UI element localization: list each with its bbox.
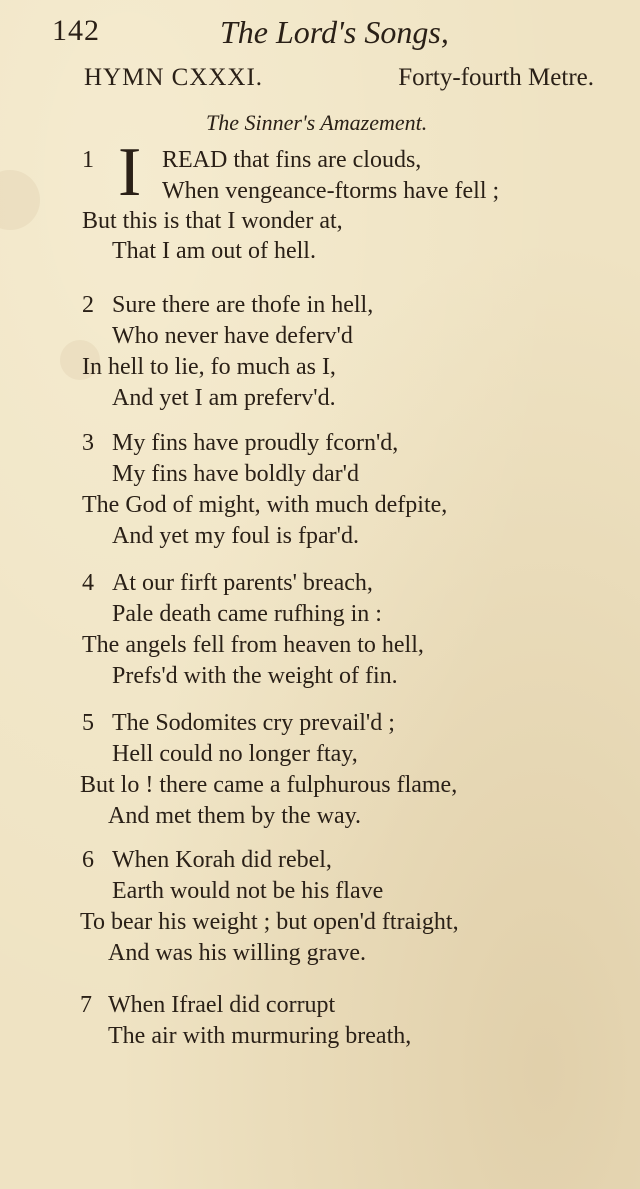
verse-line: But this is that I wonder at,	[82, 208, 343, 234]
verse-line: When Ifrael did corrupt	[108, 992, 336, 1018]
running-head	[52, 10, 470, 54]
hymn-subtitle: The Sinner's Amazement.	[206, 110, 428, 135]
stanza-number: 6	[82, 847, 94, 873]
verse-line: Pale death came rufhing in :	[112, 601, 382, 627]
verse-line: Prefs'd with the weight of fin.	[112, 663, 398, 689]
page-number: 142	[52, 14, 100, 47]
verse-line: Hell could no longer ftay,	[112, 741, 358, 767]
stanza-number: 5	[82, 710, 94, 736]
drop-cap: I	[118, 134, 142, 211]
verse-line: That I am out of hell.	[112, 238, 316, 264]
verse-line: And yet I am preferv'd.	[112, 385, 336, 411]
verse-line: My fins have proudly fcorn'd,	[112, 430, 399, 456]
stanza-number: 2	[82, 292, 94, 318]
verse-line: At our firft parents' breach,	[112, 570, 373, 596]
verse-line: My fins have boldly dar'd	[112, 461, 359, 487]
verse-line: In hell to lie, fo much as I,	[82, 354, 336, 380]
verse-line: Sure there are thofe in hell,	[112, 292, 374, 318]
verse-line: And yet my foul is fpar'd.	[112, 523, 359, 549]
hymn-number: HYMN CXXXI.	[84, 64, 264, 91]
verse-line: But lo ! there came a fulphurous flame,	[80, 772, 458, 798]
stanza-number: 1	[82, 147, 94, 173]
verse-line: The air with murmuring breath,	[108, 1023, 412, 1049]
verse-line: When vengeance-ftorms have fell ;	[162, 178, 500, 204]
verse-line: To bear his weight ; but open'd ftraight,	[80, 909, 459, 935]
verse-line: And was his willing grave.	[108, 940, 366, 966]
verse-line: And met them by the way.	[108, 803, 362, 829]
verse-line: Earth would not be his flave	[112, 878, 384, 904]
verse-line: Who never have deferv'd	[112, 323, 353, 349]
stanza-number: 4	[82, 570, 94, 596]
stanza-number: 3	[82, 430, 94, 456]
running-title: The Lord's Songs,	[220, 14, 449, 50]
paper-stain	[0, 170, 40, 230]
hymn-metre: Forty-fourth Metre.	[398, 64, 594, 91]
verse-line: The Sodomites cry prevail'd ;	[112, 710, 395, 736]
hymn-heading	[84, 64, 594, 100]
verse-line: READ that fins are clouds,	[162, 147, 422, 173]
verse-line: The angels fell from heaven to hell,	[82, 632, 424, 658]
stanza-number: 7	[80, 992, 92, 1018]
verse-line: The God of might, with much defpite,	[82, 492, 448, 518]
verse-line: When Korah did rebel,	[112, 847, 332, 873]
